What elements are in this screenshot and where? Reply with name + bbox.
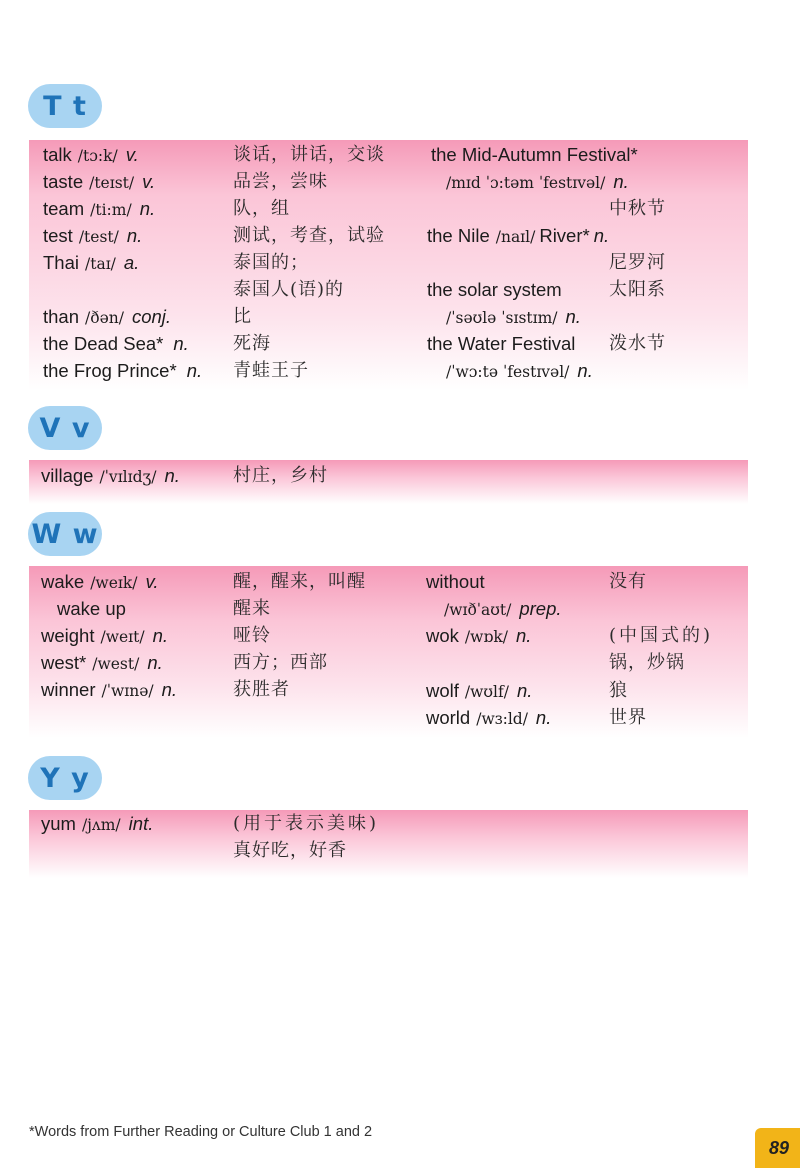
entry-west-meaning: 西方；西部 — [233, 652, 328, 673]
entry-without: without — [426, 571, 485, 592]
entry-frog-prince-meaning: 青蛙王子 — [233, 360, 309, 381]
entry-dead-sea-meaning: 死海 — [233, 333, 271, 354]
entry-mid-autumn-meaning: 中秋节 — [609, 198, 666, 219]
entry-winner-meaning: 获胜者 — [233, 679, 290, 700]
entry-village: village /ˈvɪlɪdʒ/ n. — [41, 465, 180, 486]
entry-than: than /ðən/ conj. — [43, 306, 172, 327]
entry-weight: weight /weɪt/ n. — [41, 625, 168, 646]
entry-mid-autumn-ipa: /mɪd ˈɔ:təm ˈfestɪvəl/ n. — [446, 171, 629, 192]
entry-water-festival-meaning: 泼水节 — [609, 333, 666, 354]
entry-solar-system-ipa: /ˈsəʊlə ˈsɪstɪm/ n. — [446, 306, 581, 327]
entry-test-meaning: 测试，考查，试验 — [233, 225, 385, 246]
entry-weight-meaning: 哑铃 — [233, 625, 271, 646]
entry-team-meaning: 队，组 — [233, 198, 290, 219]
entry-wake-up: wake up — [57, 598, 126, 619]
entry-wolf: wolf /wʊlf/ n. — [426, 680, 533, 701]
entry-wake: wake /weɪk/ v. — [41, 571, 159, 592]
section-badge-v: V v — [28, 406, 102, 450]
entry-yum: yum /jʌm/ int. — [41, 813, 154, 834]
entry-wok-meaning: (中国式的) — [609, 625, 714, 646]
entry-nile-meaning: 尼罗河 — [609, 252, 666, 273]
section-badge-t: T t — [28, 84, 102, 128]
entry-talk-meaning: 谈话，讲话，交谈 — [233, 144, 385, 165]
entry-wake-meaning: 醒，醒来，叫醒 — [233, 571, 366, 592]
entry-nile: the Nile /naɪl/ River* n. — [427, 225, 610, 246]
entry-test: test /test/ n. — [43, 225, 143, 246]
entry-without-meaning: 没有 — [609, 571, 647, 592]
entry-yum-meaning-2: 真好吃，好香 — [233, 840, 347, 861]
entry-thai: Thai /taɪ/ a. — [43, 252, 140, 273]
entry-talk: talk /tɔ:k/ v. — [43, 144, 139, 165]
entry-solar-system-meaning: 太阳系 — [609, 279, 666, 300]
entry-west: west* /west/ n. — [41, 652, 163, 673]
entry-wok: wok /wɒk/ n. — [426, 625, 532, 646]
entry-team: team /ti:m/ n. — [43, 198, 156, 219]
entry-world-meaning: 世界 — [609, 707, 647, 728]
page-number: 89 — [755, 1128, 800, 1168]
entry-frog-prince: the Frog Prince* n. — [43, 360, 203, 381]
entry-solar-system: the solar system — [427, 279, 562, 300]
entry-winner: winner /ˈwɪnə/ n. — [41, 679, 178, 700]
entry-water-festival: the Water Festival — [427, 333, 576, 354]
entry-taste: taste /teɪst/ v. — [43, 171, 156, 192]
footnote: *Words from Further Reading or Culture Club 1 and 2 — [29, 1124, 373, 1140]
entry-yum-meaning: (用于表示美味) — [233, 813, 380, 834]
entry-mid-autumn: the Mid-Autumn Festival* — [431, 144, 638, 165]
entry-dead-sea: the Dead Sea* n. — [43, 333, 189, 354]
entry-water-festival-ipa: /ˈwɔ:tə ˈfestɪvəl/ n. — [446, 360, 593, 381]
entry-wok-meaning-2: 锅，炒锅 — [609, 652, 685, 673]
entry-without-ipa: /wɪðˈaʊt/ prep. — [444, 598, 562, 619]
entry-wake-up-meaning: 醒来 — [233, 598, 271, 619]
entry-taste-meaning: 品尝，尝味 — [233, 171, 328, 192]
entry-village-meaning: 村庄，乡村 — [233, 465, 328, 486]
entry-than-meaning: 比 — [233, 306, 252, 327]
entry-wolf-meaning: 狼 — [609, 680, 628, 701]
section-badge-w: W w — [28, 512, 102, 556]
entry-thai-meaning-2: 泰国人(语)的 — [233, 279, 345, 300]
section-badge-y: Y y — [28, 756, 102, 800]
entry-thai-meaning: 泰国的； — [233, 252, 309, 273]
entry-world: world /wɜ:ld/ n. — [426, 707, 552, 728]
